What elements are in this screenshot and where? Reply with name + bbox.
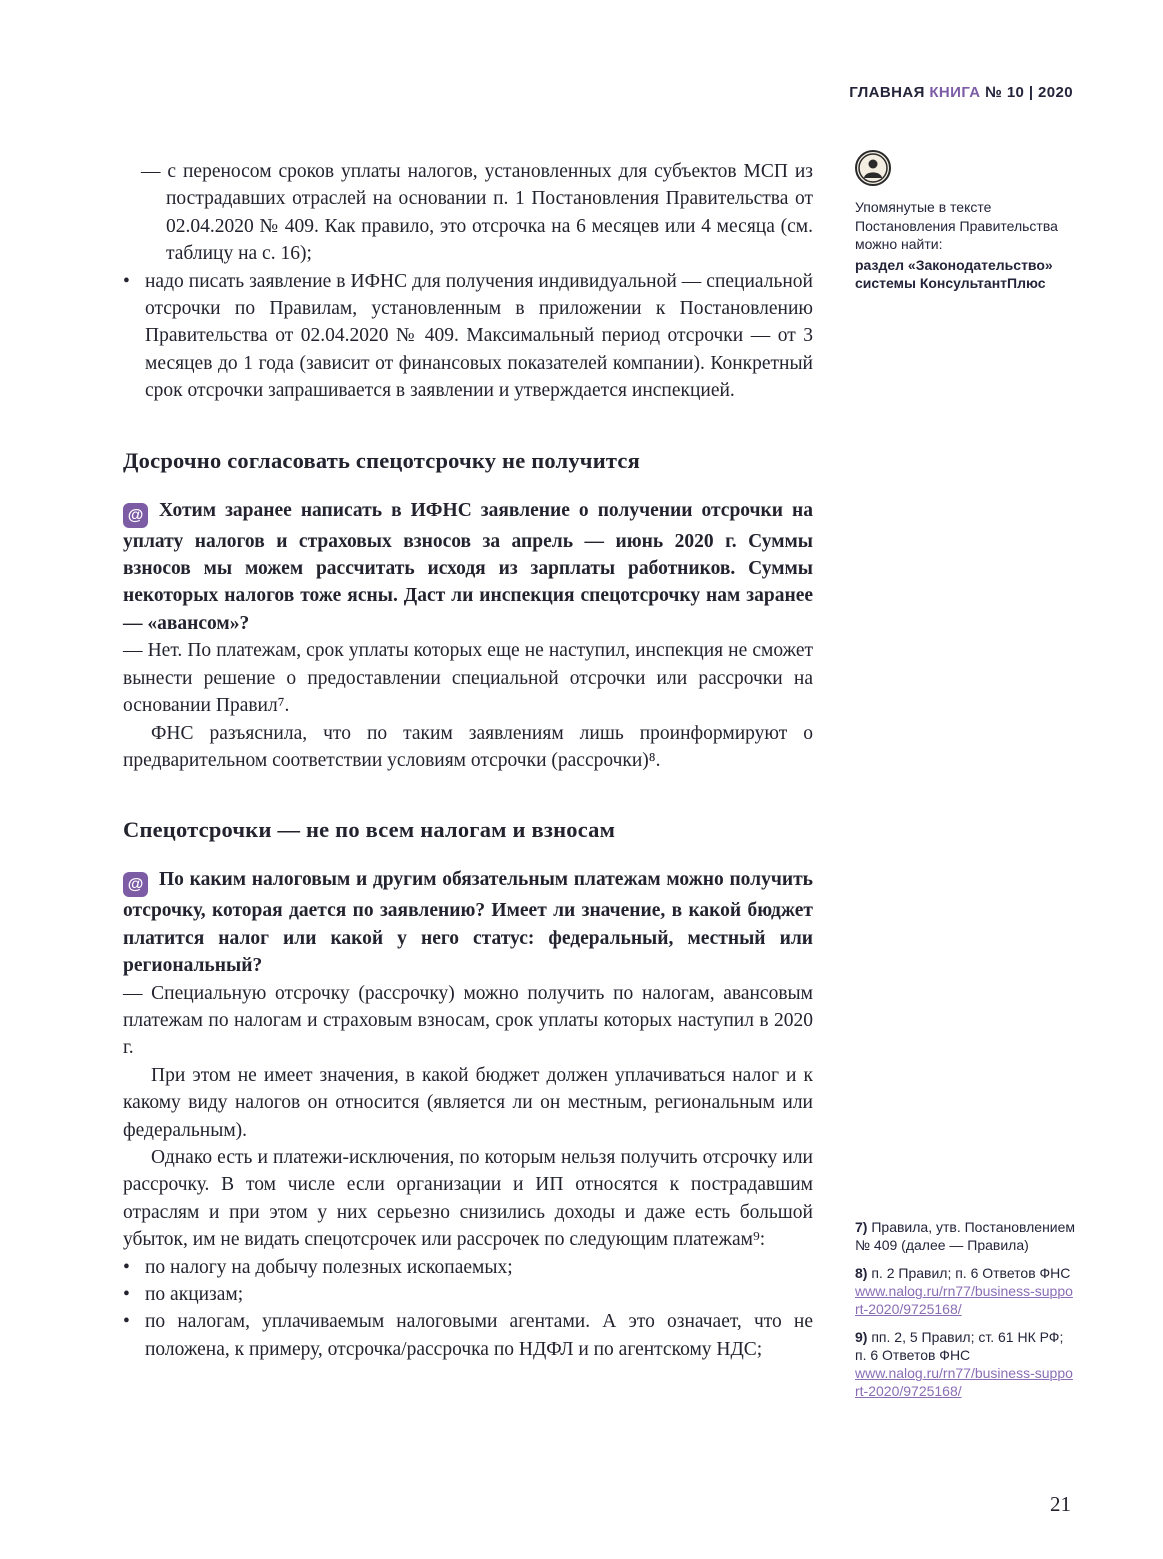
footnote-text: п. 2 Правил; п. 6 Ответов ФНС bbox=[871, 1265, 1071, 1281]
question-paragraph bbox=[123, 497, 813, 638]
section-heading-early-approval: Досрочно согласовать спецотсрочку не получится bbox=[123, 447, 640, 473]
footnote-9 bbox=[855, 1328, 1077, 1400]
footnote-link[interactable]: www.nalog.ru/rn77/business-support-2020/9725168/ bbox=[855, 1283, 1073, 1317]
bullet-marker: • bbox=[123, 1311, 130, 1333]
magazine-issue-number: № 10 | 2020 bbox=[985, 84, 1073, 101]
answer-paragraph: — Специальную отсрочку (рассрочку) можно получить по налогам, авансовым платежам по налогам и страховым взносам, срок уплаты которых наступил в 2020 г. bbox=[123, 982, 813, 1059]
article-column bbox=[123, 158, 813, 1363]
question-text: По каким налоговым и другим обязательным платежам можно получить отсрочку, которая дается по заявлению? Имеет ли значение, в какой бюджет платится налог или какой у него статус: федеральный, местный или региональный? bbox=[123, 869, 813, 977]
section-heading-not-all-taxes: Спецотсрочки — не по всем налогам и взносам bbox=[123, 817, 616, 843]
footnotes-block bbox=[855, 1218, 1077, 1410]
bullet-marker: • bbox=[123, 1256, 130, 1278]
at-sign-icon: @ bbox=[123, 872, 148, 897]
footnote-number: 8) bbox=[855, 1265, 868, 1281]
bullet-marker: • bbox=[123, 1284, 130, 1305]
footnote-7 bbox=[855, 1218, 1077, 1254]
intro-bullet-text: надо писать заявление в ИФНС для получения индивидуальной — специальной отсрочки по Правилам, установленным в приложении к Постановлению Правительства от 02.04.2020 № 409. Максимальный период отсрочки — от 3 месяцев до 1 года (зависит от финансовых показателей компании). Конкретный срок отсрочки запрашивается в заявлении и утверждается инспекцией. bbox=[145, 270, 813, 402]
author-stamp-icon bbox=[855, 150, 891, 186]
magazine-header bbox=[849, 84, 1073, 101]
intro-dash-item: — с переносом сроков уплаты налогов, установленных для субъектов МСП из пострадавших отраслей на основании п. 1 Постановления Правительства от 02.04.2020 № 409. Как правило, это отсрочка на 6 месяцев или 4 месяца (см. таблицу на с. 16); bbox=[141, 161, 813, 265]
list-item-text: по налогам, уплачиваемым налоговыми агентами. А это означает, что не положена, к примеру, отсрочка/рассрочка по НДФЛ и по агентскому НДС; bbox=[145, 1311, 813, 1360]
question-paragraph bbox=[123, 866, 813, 979]
footnote-number: 9) bbox=[855, 1329, 868, 1345]
list-item bbox=[123, 1308, 813, 1363]
magazine-brand-part2: КНИГА bbox=[929, 84, 981, 101]
excluded-payments-list bbox=[123, 1254, 813, 1364]
sidebar-note bbox=[855, 150, 1077, 293]
list-item bbox=[123, 1254, 813, 1281]
magazine-brand-part1: ГЛАВНАЯ bbox=[849, 84, 925, 101]
intro-bullet-item bbox=[123, 268, 813, 405]
sidebar-note-reference: раздел «Законодательство» системы КонсультантПлюс bbox=[855, 256, 1053, 291]
at-sign-icon: @ bbox=[123, 503, 148, 528]
answer-paragraph: ФНС разъяснила, что по таким заявлениям лишь проинформируют о предварительном соответствии условиям отсрочки (рассрочки)⁸. bbox=[123, 722, 813, 771]
question-text: Хотим заранее написать в ИФНС заявление о получении отсрочки на уплату налогов и страховых взносов за апрель — июнь 2020 г. Суммы взносов мы можем рассчитать исходя из зарплаты работников. Суммы некоторых налогов тоже ясны. Даст ли инспекция спецотсрочку нам заранее — «авансом»? bbox=[123, 499, 813, 634]
page-number: 21 bbox=[1050, 1492, 1071, 1516]
answer-paragraph: — Нет. По платежам, срок уплаты которых еще не наступил, инспекция не сможет вынести решение о предоставлении специальной отсрочки или рассрочки на основании Правил⁷. bbox=[123, 640, 813, 717]
bullet-marker: • bbox=[123, 270, 130, 292]
answer-paragraph: При этом не имеет значения, в какой бюджет должен уплачиваться налог и к какому виду налогов он относится (является ли он местным, региональным или федеральным). bbox=[123, 1064, 813, 1141]
sidebar-note-text: Упомянутые в тексте Постановления Правительства можно найти: bbox=[855, 199, 1058, 252]
list-item-text: по акцизам; bbox=[145, 1284, 244, 1305]
answer-paragraph: Однако есть и платежи-исключения, по которым нельзя получить отсрочку или рассрочку. В том числе если организации и ИП относятся к пострадавшим отраслям и при этом у них серьезно снизились доходы и даже есть большой убыток, им не видать спецотсрочек или рассрочек по следующим платежам⁹: bbox=[123, 1146, 813, 1251]
list-item-text: по налогу на добычу полезных ископаемых; bbox=[145, 1256, 513, 1278]
footnote-8 bbox=[855, 1264, 1077, 1318]
footnote-text: Правила, утв. Постановлением № 409 (далее — Правила) bbox=[855, 1219, 1076, 1253]
footnote-text: пп. 2, 5 Правил; ст. 61 НК РФ; п. 6 Ответов ФНС bbox=[855, 1329, 1064, 1363]
footnote-number: 7) bbox=[855, 1219, 868, 1235]
list-item bbox=[123, 1281, 813, 1308]
footnote-link[interactable]: www.nalog.ru/rn77/business-support-2020/9725168/ bbox=[855, 1365, 1073, 1399]
